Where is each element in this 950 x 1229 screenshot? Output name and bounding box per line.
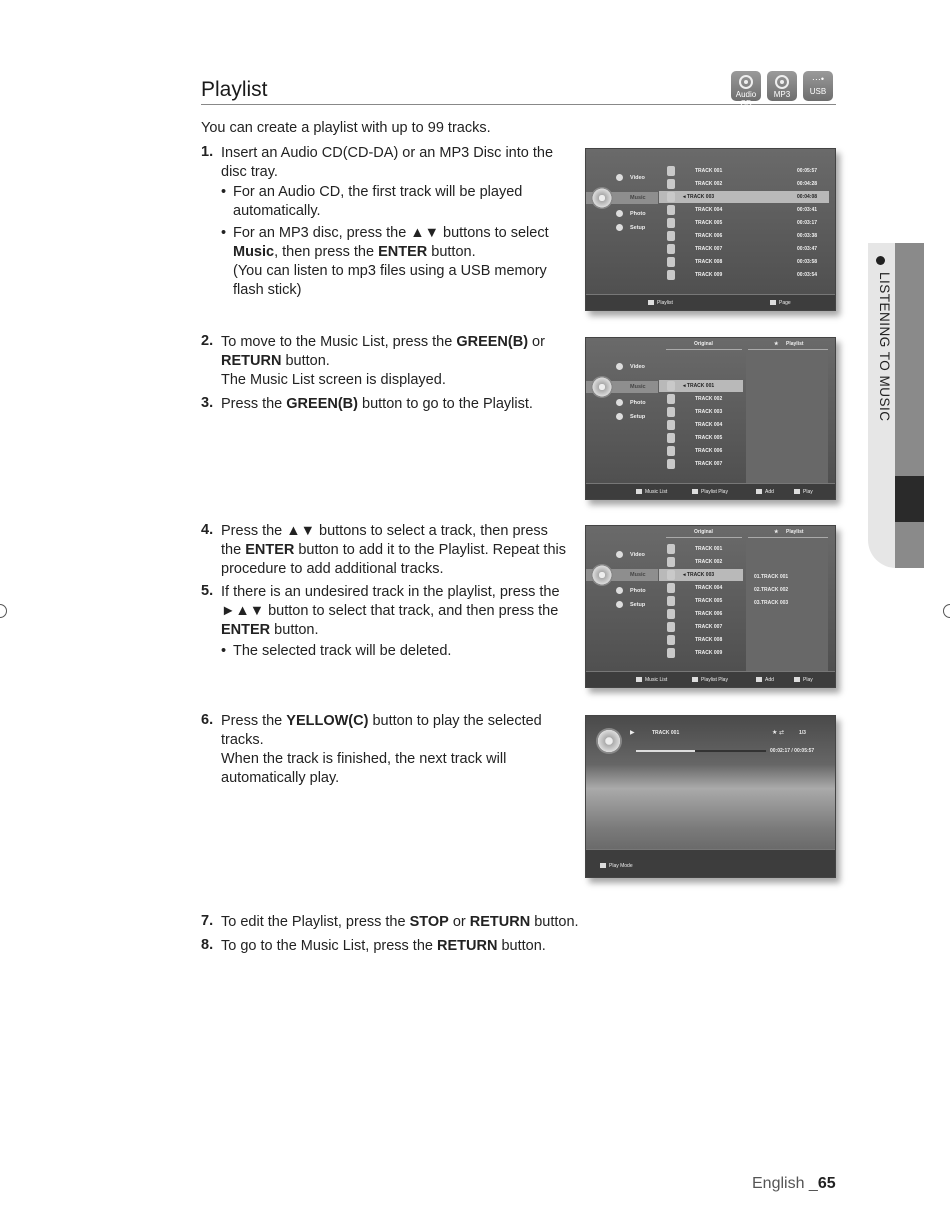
music-note-icon [667, 570, 675, 580]
track-name: TRACK 006 [695, 233, 723, 239]
chapter-tab-bar-lower [895, 522, 924, 568]
setup-icon [616, 413, 623, 420]
footer-label: Play Mode [609, 863, 633, 869]
usb-icon: ⋯• USB [803, 71, 833, 101]
track-row [659, 432, 743, 444]
footer-play [794, 489, 813, 495]
music-note-icon [667, 244, 675, 254]
music-disc-icon [591, 564, 613, 586]
track-row [659, 217, 829, 229]
step-number: 3. [201, 395, 214, 411]
track-name: TRACK 008 [695, 259, 723, 265]
video-icon [616, 174, 623, 181]
track-time: 00:03:47 [796, 246, 817, 252]
menu-setup: Setup [630, 602, 646, 608]
track-name: TRACK 002 [695, 396, 723, 402]
track-count: 1/3 [799, 730, 806, 736]
bullet-icon: • [221, 225, 227, 241]
screen-footer [586, 671, 835, 687]
screen-footer [586, 483, 835, 499]
track-name: TRACK 003 [695, 409, 723, 415]
photo-icon [616, 210, 623, 217]
track-name: TRACK 009 [695, 650, 723, 656]
col-divider [748, 349, 828, 350]
track-row [659, 595, 743, 607]
text: For an MP3 disc, press the ▲▼ buttons to select [233, 225, 549, 241]
track-row [659, 230, 829, 242]
track-row [659, 165, 829, 177]
track-row [659, 380, 743, 392]
track-row [659, 621, 743, 633]
screen-footer [586, 849, 835, 877]
track-row [659, 256, 829, 268]
audio-cd-icon [731, 71, 761, 108]
playlist-panel [746, 540, 828, 672]
chapter-tab-marker [895, 476, 924, 522]
col-original: Original [694, 529, 713, 535]
menu-video: Video [630, 552, 645, 558]
text: , then press the [274, 244, 379, 260]
mp3-label: MP3 [773, 90, 791, 99]
screenshot-music-list [585, 148, 836, 311]
bold-text: RETURN [469, 914, 531, 930]
footer-label: Music List [645, 677, 668, 683]
text: button. [530, 914, 579, 930]
bold-text: Music [233, 244, 275, 260]
step-number: 1. [201, 144, 214, 160]
track-name: TRACK 008 [695, 637, 723, 643]
track-time: 00:03:54 [796, 272, 817, 278]
track-time: 00:03:58 [796, 259, 817, 265]
music-note-icon [667, 205, 675, 215]
music-note-icon [667, 407, 675, 417]
track-name: TRACK 006 [695, 448, 723, 454]
col-divider [666, 537, 742, 538]
track-name: TRACK 005 [695, 435, 723, 441]
enter-key-icon [756, 677, 762, 682]
text: or [448, 914, 470, 930]
track-name: TRACK 009 [695, 272, 723, 278]
star-icon: ★ [774, 529, 779, 535]
track-name: TRACK 005 [695, 598, 723, 604]
menu-photo: Photo [630, 211, 646, 217]
playlist-item: 03.TRACK 003 [754, 600, 789, 606]
bold-text: ENTER [221, 622, 271, 638]
setup-icon [616, 224, 623, 231]
footer-label: Add [765, 677, 774, 683]
step-number: 6. [201, 712, 214, 728]
yellow-key-icon [692, 489, 698, 494]
step-5-text [221, 583, 561, 640]
music-note-icon [667, 544, 675, 554]
text: To edit the Playlist, press the [221, 914, 410, 930]
track-name: TRACK 007 [695, 461, 723, 467]
footer-page-label: Page [779, 300, 791, 306]
text: To move to the Music List, press the [221, 334, 457, 350]
footer-music-list [636, 489, 667, 495]
step-7-text [221, 913, 579, 932]
screenshot-playlist-empty [585, 337, 836, 500]
track-name: TRACK 001 [695, 168, 723, 174]
step-5-bullet: The selected track will be deleted. [233, 643, 452, 659]
track-row [659, 634, 743, 646]
play-key-icon [794, 677, 800, 682]
step-2-text [221, 333, 561, 371]
music-note-icon [667, 557, 675, 567]
music-note-icon [667, 420, 675, 430]
audio-cd-label: Audio CD [735, 90, 757, 108]
track-row [659, 269, 829, 281]
track-row [659, 178, 829, 190]
music-note-icon [667, 648, 675, 658]
track-time: 00:03:38 [796, 233, 817, 239]
step-6-line-2: When the track is finished, the next track will automatically play. [221, 751, 507, 786]
bold-text: YELLOW(C) [286, 713, 369, 729]
music-note-icon [667, 446, 675, 456]
step-4-text [221, 522, 566, 579]
screen-footer [586, 294, 835, 310]
step-number: 5. [201, 583, 214, 599]
track-row [659, 393, 743, 405]
text: If there is an undesired track in the playlist, press the ►▲▼ button to select that track, and then press the [221, 584, 560, 619]
step-number: 4. [201, 522, 214, 538]
footer-label: Playlist Play [701, 677, 728, 683]
usb-label: USB [809, 87, 827, 96]
menu-setup: Setup [630, 414, 646, 420]
step-1-note: (You can listen to mp3 files using a USB memory flash stick) [233, 263, 547, 298]
footer-page [770, 300, 791, 306]
bold-text: STOP [409, 914, 449, 930]
step-3-text [221, 395, 533, 414]
footer-play [794, 677, 813, 683]
track-name: TRACK 006 [695, 611, 723, 617]
step-1-bullet-2 [233, 224, 553, 262]
music-note-icon [667, 231, 675, 241]
text: Press the [221, 713, 287, 729]
track-row [659, 647, 743, 659]
step-1-text: Insert an Audio CD(CD-DA) or an MP3 Disc into the disc tray. [221, 145, 554, 180]
bold-text: ENTER [245, 542, 295, 558]
step-number: 8. [201, 937, 214, 953]
track-row [659, 419, 743, 431]
music-note-icon [667, 192, 675, 202]
menu-video: Video [630, 364, 645, 370]
bold-text: RETURN [221, 353, 282, 369]
music-note-icon [667, 166, 675, 176]
track-row [659, 608, 743, 620]
text: or [528, 334, 545, 350]
video-icon [616, 363, 623, 370]
music-note-icon [667, 218, 675, 228]
footer-label: Music List [645, 489, 668, 495]
playback-time: 00:02:17 / 00:05:57 [770, 748, 815, 754]
page-lang: English _ [752, 1175, 818, 1192]
green-key-icon [636, 489, 642, 494]
footer-label: Playlist Play [701, 489, 728, 495]
track-time: 00:03:41 [796, 207, 817, 213]
text: button. [270, 622, 319, 638]
text: button. [281, 353, 330, 369]
step-6-text [221, 712, 551, 750]
page-key-icon [770, 300, 776, 305]
track-name: ◂ TRACK 003 [683, 194, 715, 200]
play-icon: ▶ [630, 730, 635, 736]
track-time: 00:04:28 [796, 181, 817, 187]
menu-setup: Setup [630, 225, 646, 231]
menu-photo: Photo [630, 588, 646, 594]
track-name: TRACK 007 [695, 624, 723, 630]
track-name: ◂ TRACK 003 [683, 572, 715, 578]
music-note-icon [667, 381, 675, 391]
play-key-icon [794, 489, 800, 494]
music-note-icon [667, 596, 675, 606]
text: Press the [221, 396, 287, 412]
repeat-icon: ★ ⇄ [772, 730, 785, 736]
page-num: 65 [817, 1175, 836, 1192]
page-title: Playlist [201, 78, 268, 101]
music-note-icon [667, 609, 675, 619]
text: button to play the selected tracks. [221, 713, 542, 748]
col-playlist: Playlist [786, 529, 804, 535]
screenshot-playback [585, 715, 836, 878]
menu-music: Music [630, 572, 646, 578]
footer-playlist-label: Playlist [657, 300, 673, 306]
menu-music: Music [630, 195, 646, 201]
music-note-icon [667, 394, 675, 404]
track-time: 00:05:57 [796, 168, 817, 174]
track-row [659, 191, 829, 203]
music-disc-icon [591, 376, 613, 398]
mp3-icon [767, 71, 797, 101]
text: button. [427, 244, 476, 260]
track-row [659, 445, 743, 457]
track-name: TRACK 001 [695, 546, 723, 552]
music-disc-icon [591, 187, 613, 209]
track-time: 00:03:17 [796, 220, 817, 226]
track-name: TRACK 002 [695, 559, 723, 565]
bullet-icon [876, 256, 885, 265]
music-note-icon [667, 179, 675, 189]
menu-photo: Photo [630, 400, 646, 406]
menu-video: Video [630, 175, 645, 181]
footer-label: Play [803, 489, 813, 495]
track-name: TRACK 007 [695, 246, 723, 252]
playlist-item: 01.TRACK 001 [754, 574, 789, 580]
music-note-icon [667, 583, 675, 593]
now-playing-track: TRACK 001 [652, 730, 680, 736]
text: button. [497, 938, 546, 954]
track-row [659, 243, 829, 255]
track-row [659, 406, 743, 418]
footer-label: Add [765, 489, 774, 495]
video-icon [616, 551, 623, 558]
step-1-bullet-1: For an Audio CD, the first track will be played automatically. [233, 184, 523, 219]
step-8-text [221, 937, 546, 956]
footer-add [756, 489, 774, 495]
track-row [659, 543, 743, 555]
chapter-tab-label: LISTENING TO MUSIC [877, 272, 892, 422]
music-note-icon [667, 622, 675, 632]
progress-fill [636, 750, 695, 752]
page-number [752, 1175, 836, 1193]
registration-mark [0, 604, 7, 618]
screenshot-playlist-filled [585, 525, 836, 688]
col-divider [666, 349, 742, 350]
footer-play-mode [600, 863, 633, 869]
text: button to go to the Playlist. [357, 396, 533, 412]
photo-icon [616, 587, 623, 594]
enter-key-icon [756, 489, 762, 494]
bold-text: GREEN(B) [456, 334, 529, 350]
track-row [659, 556, 743, 568]
music-note-icon [667, 270, 675, 280]
chapter-tab-bar [895, 243, 924, 478]
red-key-icon [600, 863, 606, 868]
track-name: TRACK 005 [695, 220, 723, 226]
music-disc-icon [596, 728, 622, 754]
step-number: 2. [201, 333, 214, 349]
text: Press the ▲▼ buttons to select a track, then press the [221, 523, 548, 558]
menu-music: Music [630, 384, 646, 390]
music-note-icon [667, 459, 675, 469]
footer-music-list [636, 677, 667, 683]
col-divider [748, 537, 828, 538]
registration-mark [943, 604, 950, 618]
track-name: TRACK 002 [695, 181, 723, 187]
bold-text: ENTER [378, 244, 428, 260]
photo-icon [616, 399, 623, 406]
footer-add [756, 677, 774, 683]
yellow-key-icon [692, 677, 698, 682]
playlist-panel [746, 352, 828, 484]
playlist-item: 02.TRACK 002 [754, 587, 789, 593]
setup-icon [616, 601, 623, 608]
footer-label: Play [803, 677, 813, 683]
col-original: Original [694, 341, 713, 347]
bold-text: RETURN [437, 938, 498, 954]
footer-playlist-play [692, 677, 728, 683]
intro-text: You can create a playlist with up to 99 tracks. [201, 120, 491, 136]
footer-playlist-play [692, 489, 728, 495]
bullet-icon: • [221, 184, 227, 200]
bullet-icon: • [221, 643, 227, 659]
star-icon: ★ [774, 341, 779, 347]
track-name: TRACK 004 [695, 207, 723, 213]
text: To go to the Music List, press the [221, 938, 437, 954]
music-note-icon [667, 635, 675, 645]
footer-playlist [648, 300, 673, 306]
track-time: 00:04:08 [796, 194, 817, 200]
col-playlist: Playlist [786, 341, 804, 347]
step-number: 7. [201, 913, 214, 929]
music-note-icon [667, 257, 675, 267]
track-row [659, 204, 829, 216]
track-name: TRACK 004 [695, 422, 723, 428]
green-key-icon [636, 677, 642, 682]
track-name: ◂ TRACK 001 [683, 383, 715, 389]
track-row [659, 582, 743, 594]
blue-key-icon [648, 300, 654, 305]
track-row [659, 569, 743, 581]
step-2-line-2: The Music List screen is displayed. [221, 372, 446, 388]
text: button to add it to the Playlist. Repeat this procedure to add additional tracks. [221, 542, 566, 577]
music-note-icon [667, 433, 675, 443]
track-row [659, 458, 743, 470]
track-name: TRACK 004 [695, 585, 723, 591]
bold-text: GREEN(B) [286, 396, 358, 412]
progress-track [636, 750, 766, 752]
